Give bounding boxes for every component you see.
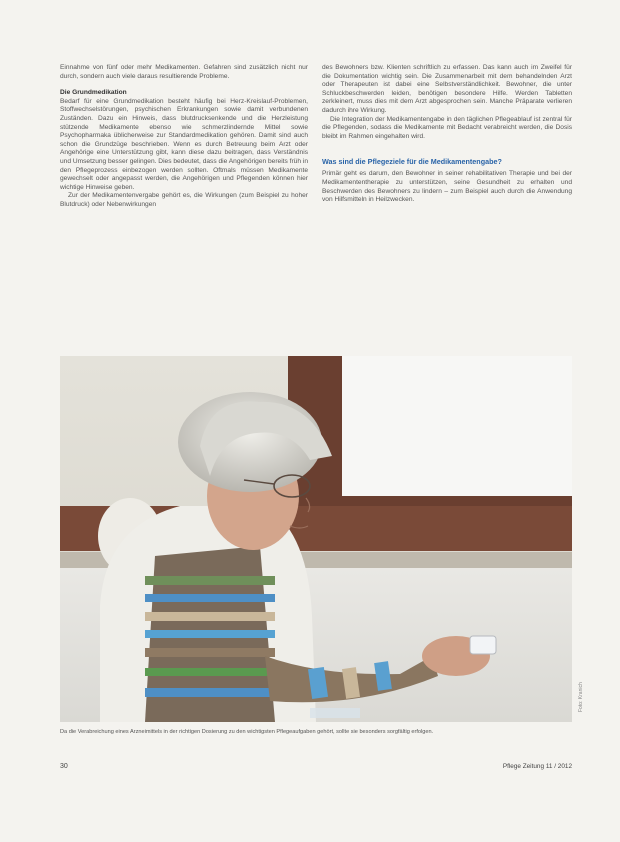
- right-column: [322, 64, 572, 205]
- page-number: 30: [60, 763, 68, 770]
- photo-illustration: [60, 356, 572, 722]
- grundmedikation-paragraph: Bedarf für eine Grundmedikation besteht häufig bei Herz-Kreislauf-Problemen, Stoffwechselstörungen, psychischen Erkrankungen sowie damit verbundenen Zuständen. Dazu ein Hinweis, dass blutdrucksenkende und die Herzleistung stützende Medikamente ebenso wie schmerzlindernde Mittel sowie Psychopharmaka üblicherweise zur Standardmedikation gehören. Damit sind auch schon die Grundzüge beschrieben. Wenn es durch Betreuung beim Arzt oder Angehörige eine Unterstützung gibt, kann diese dazu beitragen, dass Verständnis und Umsetzung besser gelingen. Dies bedeutet, dass die Angehörigen bereits früh in den Pflegeprozess einbezogen werden sollten. Oftmals müssen Medikamente gewechselt oder angepasst werden, die Angehörigen und Pflegenden können hier wichtige Hinweise geben.: [60, 97, 308, 191]
- photo-caption: Da die Verabreichung eines Arzneimittels in der richtigen Dosierung zu den wichtigsten Pflegeaufgaben gehört, sollte sie besonders sorgfältig erfolgen.: [60, 729, 434, 735]
- medikamentenvergabe-paragraph: Zur der Medikamentenvergabe gehört es, die Wirkungen (zum Beispiel zu hoher Blutdruck) oder Nebenwirkungen: [60, 192, 308, 208]
- photo-credit: Foto: Kranich: [578, 682, 584, 712]
- pflegeziele-paragraph: Primär geht es darum, den Bewohner in seiner rehabilitativen Therapie und bei der Medikamententherapie zu unterstützen, seine Gesundheit zu erhalten und Beschwerden des Bewohners zu lindern – zum Beispiel auch durch die Anwendung von Hilfsmitteln in Heilzwecken.: [322, 170, 572, 204]
- right-paragraph-2: Die Integration der Medikamentengabe in den täglichen Pflegeablauf ist zentral für die Pflegenden, sodass die Medikamente mit Bedacht verabreicht werden, die Dosis bleibt im Rahmen eingehalten wird.: [322, 115, 572, 140]
- question-heading: Was sind die Pflegeziele für die Medikamentengabe?: [322, 157, 502, 167]
- left-column: [60, 64, 308, 210]
- magazine-issue: Pflege Zeitung 11 / 2012: [502, 763, 572, 770]
- article-photo: [60, 356, 572, 722]
- right-paragraph-1: des Bewohners bzw. Klienten schriftlich zu erfassen. Das kann auch im Zweifel für die Dokumentation wichtig sein. Die Zusammenarbeit mit dem behandelnden Arzt oder Therapeuten ist dabei eine Selbstverständlichkeit. Bewohner, die unter Schluckbeschwerden leiden, benötigen besondere Hilfe. Werden Tabletten zerkleinert, muss dies mit dem Arzt abgesprochen sein. Manche Präparate verlieren dadurch ihre Wirkung.: [322, 64, 572, 114]
- section-heading-grundmedikation: Die Grundmedikation: [60, 89, 127, 97]
- intro-paragraph: Einnahme von fünf oder mehr Medikamenten. Gefahren sind zusätzlich nicht nur durch, sondern auch viele daraus resultierende Probleme.: [60, 64, 308, 80]
